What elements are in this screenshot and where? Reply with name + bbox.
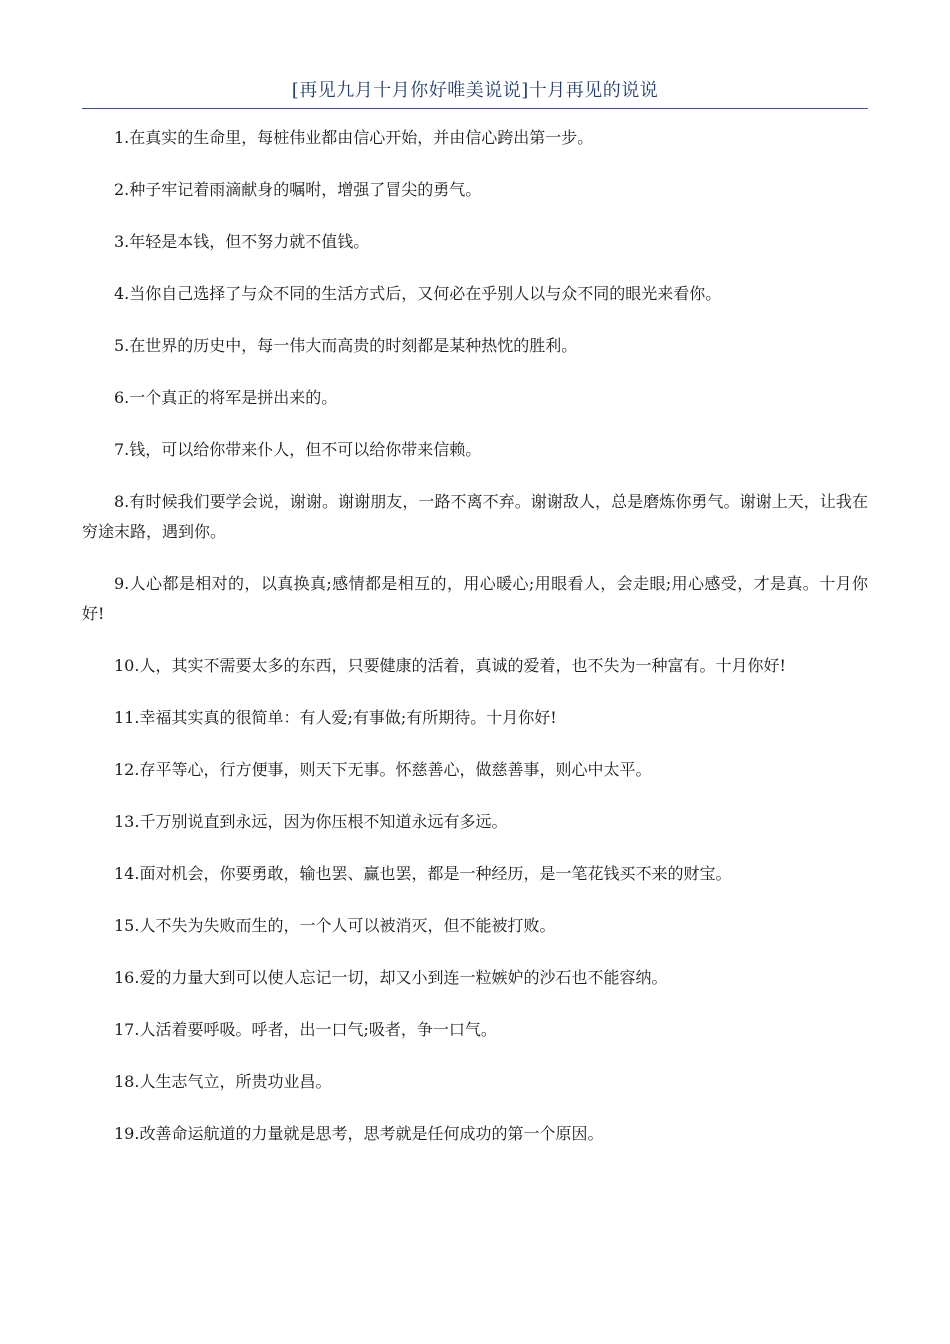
document-body [82,123,868,1171]
paragraph: 1.在真实的生命里，每桩伟业都由信心开始，并由信心跨出第一步。 [114,128,594,147]
paragraph: 7.钱，可以给你带来仆人，但不可以给你带来信赖。 [114,440,482,459]
header-divider [82,108,868,109]
paragraph: 18.人生志气立，所贵功业昌。 [114,1072,332,1091]
paragraph: 13.千万别说直到永远，因为你压根不知道永远有多远。 [114,812,508,831]
paragraph: 9.人心都是相对的，以真换真;感情都是相互的，用心暖心;用眼看人，会走眼;用心感受，才是真。十月你好! [82,574,868,623]
paragraph: 17.人活着要呼吸。呼者，出一口气;吸者，争一口气。 [114,1020,497,1039]
paragraph: 12.存平等心，行方便事，则天下无事。怀慈善心，做慈善事，则心中太平。 [114,760,652,779]
paragraph: 10.人，其实不需要太多的东西，只要健康的活着，真诚的爱着，也不失为一种富有。十月你好! [114,656,786,675]
paragraph: 6.一个真正的将军是拼出来的。 [114,388,338,407]
paragraph: 16.爱的力量大到可以使人忘记一切，却又小到连一粒嫉妒的沙石也不能容纳。 [114,968,668,987]
paragraph: 19.改善命运航道的力量就是思考，思考就是任何成功的第一个原因。 [114,1124,604,1143]
paragraph: 4.当你自己选择了与众不同的生活方式后，又何必在乎别人以与众不同的眼光来看你。 [114,284,722,303]
paragraph: 14.面对机会，你要勇敢，输也罢、赢也罢，都是一种经历，是一笔花钱买不来的财宝。 [114,864,732,883]
page-title: [再见九月十月你好唯美说说]十月再见的说说 [291,80,659,101]
paragraph: 3.年轻是本钱，但不努力就不值钱。 [114,232,370,251]
paragraph: 8.有时候我们要学会说，谢谢。谢谢朋友，一路不离不弃。谢谢敌人，总是磨炼你勇气。谢谢上天，让我在穷途末路，遇到你。 [82,492,868,541]
paragraph: 5.在世界的历史中，每一伟大而高贵的时刻都是某种热忱的胜利。 [114,336,578,355]
paragraph: 11.幸福其实真的很简单：有人爱;有事做;有所期待。十月你好! [114,708,557,727]
paragraph: 2.种子牢记着雨滴献身的嘱咐，增强了冒尖的勇气。 [114,180,482,199]
paragraph: 15.人不失为失败而生的，一个人可以被消灭，但不能被打败。 [114,916,556,935]
